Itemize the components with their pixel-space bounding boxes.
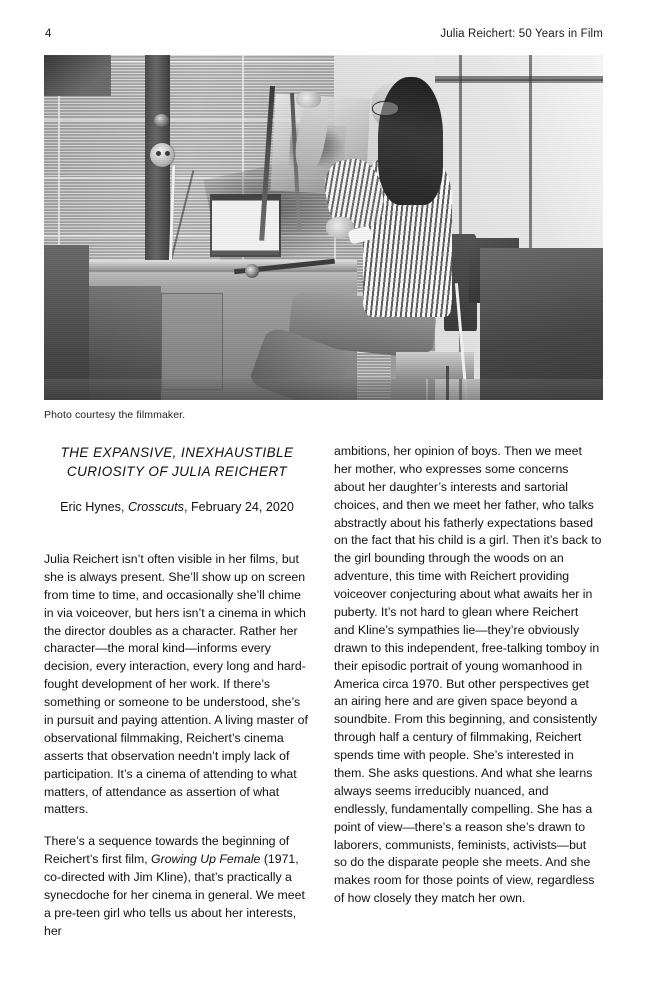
byline-date: , February 24, 2020: [183, 500, 294, 515]
floor: [44, 379, 603, 400]
film-reel-hub: [245, 264, 259, 278]
article-byline: [44, 498, 310, 516]
window-sill: [435, 76, 603, 81]
article-title: THE EXPANSIVE, INEXHAUSTIBLE CURIOSITY OF JULIA REICHERT: [60, 445, 294, 480]
paragraph: ambitions, her opinion of boys. Then we meet her mother, who expresses some concerns about her daughter’s interests and sartorial choices, and then we meet her father, who talks abstractly about his fatherly expectations based on the fact that his child is a girl. Then it’s back to the girl bounding through the woods on an adventure, this time with Reichert providing voiceover conjecturing about what awaits her in puberty. It’s not hard to glean where Reichert and Kline’s sympathies lie—they’re obviously drawn to this independent, free-talking tomboy in their episodic portrait of young womanhood in America circa 1970. But other perspectives get an airing here and are given space beyond a soundbite. From this beginning, and consistently through half a century of filmmaking, Reichert spends time with people. She’s interested in them. She asks questions. And what she learns always seems irreducibly nuanced, and endlessly, fundamentally compelling. She has a point of view—there’s a reason she’s drawn to laborers, communists, feminists, activists—but so do the disparate people she meets. And she makes room for those points of view, regardless of how closely they match her own.: [334, 444, 602, 906]
page-folio: 4: [45, 28, 52, 40]
paragraph-text: (1971, co-directed with Jim Kline), that’s practically a synecdoche for her cinema in general. We meet a pre-teen girl who tells us about her interests, her: [44, 852, 305, 938]
eyeglasses: [372, 101, 400, 117]
running-head: [45, 28, 603, 40]
archival-photograph: [44, 55, 603, 400]
film-title: Growing Up Female: [151, 852, 261, 867]
dark-drape-left-edge: [44, 245, 89, 400]
body-column-left: [44, 551, 312, 941]
byline-author: Eric Hynes,: [60, 500, 128, 515]
body-column-right: [334, 443, 602, 908]
book-title: Julia Reichert: 50 Years in Film: [440, 28, 603, 40]
paragraph: [44, 833, 312, 940]
photo-caption: Photo courtesy the filmmaker.: [44, 409, 186, 421]
film-viewer-screen: [212, 196, 279, 255]
dark-drape-right: [480, 248, 603, 400]
paragraph: Julia Reichert isn’t often visible in her films, but she is always present. She’ll show up on screen from time to time, and occasionally she’ll chime in via voiceover, but hers isn’t a cinema in which the director doubles as a character. Rather her character—the moral kind—informs every decision, every interaction, every long and hard-fought development of her work. If there’s something or someone to be understood, she’s in pursuit and paying attention. A living master of observational filmmaking, Reichert’s cinema asserts that observation needn’t imply lack of participation. It’s a cinema of attending to what matters, of attendance as assertion of what matters.: [44, 552, 308, 817]
bench-drawer: [161, 293, 222, 390]
byline-publication: Crosscuts: [127, 500, 184, 515]
article-heading-block: [44, 443, 310, 517]
paragraph-text: There’s a sequence towards the beginning of Reichert’s first film,: [44, 834, 290, 867]
person-hair: [378, 77, 442, 205]
photo-figure: [44, 55, 603, 421]
wall-dark-patch: [44, 55, 111, 96]
beam-knob: [154, 114, 169, 127]
electrical-outlet: [150, 143, 174, 167]
